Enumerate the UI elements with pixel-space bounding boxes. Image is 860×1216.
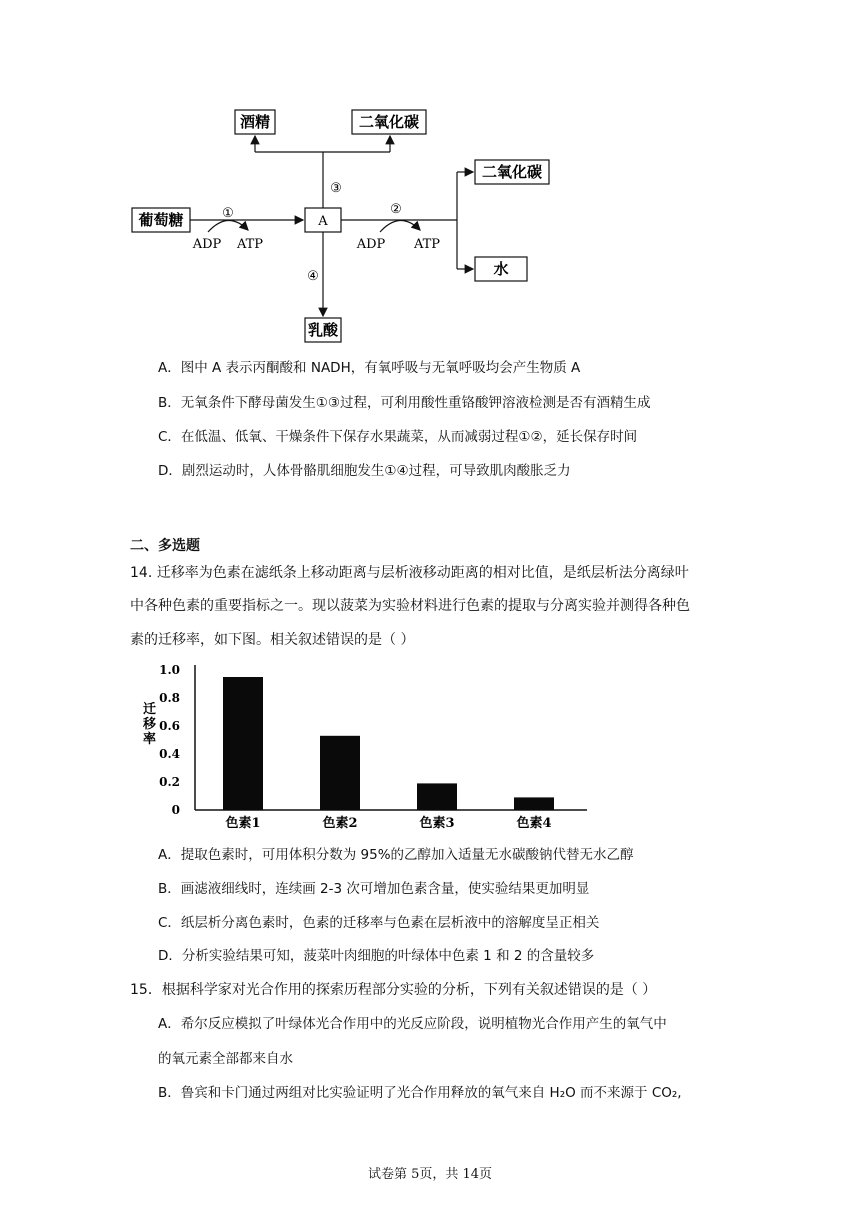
q14-stem-line1: 14. 迁移率为色素在滤纸条上移动距离与层析液移动距离的相对比值，是纸层析法分离绿叶 bbox=[130, 565, 689, 581]
bar-3 bbox=[417, 783, 457, 810]
q13-option-c: C．在低温、低氧、干燥条件下保存水果蔬菜，从而减弱过程①②，延长保存时间 bbox=[158, 429, 638, 445]
q14-stem-line2: 中各种色素的重要指标之一。现以菠菜为实验材料进行色素的提取与分离实验并测得各种色 bbox=[130, 598, 690, 614]
co2-right-label: 二氧化碳 bbox=[481, 163, 543, 181]
q14-option-b: B．画滤液细线时，连续画 2-3 次可增加色素含量，使实验结果更加明显 bbox=[158, 881, 590, 897]
step2-label: ② bbox=[390, 202, 402, 217]
category-label: 色素4 bbox=[516, 816, 552, 831]
y-tick-label: 0.2 bbox=[159, 775, 180, 789]
adp2-label: ADP bbox=[356, 237, 386, 252]
q14-option-c: C．纸层析分离色素时，色素的迁移率与色素在层析液中的溶解度呈正相关 bbox=[158, 915, 600, 931]
y-tick-label: 0.4 bbox=[159, 747, 180, 761]
q13-option-d: D．剧烈运动时，人体骨骼肌细胞发生①④过程，可导致肌肉酸胀乏力 bbox=[158, 463, 571, 479]
section-heading: 二、多选题 bbox=[130, 538, 200, 554]
step1-label: ① bbox=[222, 206, 234, 221]
bar-2 bbox=[320, 736, 360, 810]
glucose-label: 葡萄糖 bbox=[138, 211, 184, 229]
y-axis-label: 迁移率 bbox=[143, 702, 157, 747]
atp1-label: ATP bbox=[236, 237, 264, 252]
alcohol-label: 酒精 bbox=[239, 113, 271, 131]
q14-stem-line3: 素的迁移率，如下图。相关叙述错误的是（ ） bbox=[130, 632, 415, 648]
page-footer: 试卷第 5页，共 14页 bbox=[367, 1167, 493, 1182]
category-label: 色素1 bbox=[225, 816, 261, 831]
q15-stem: 15．根据科学家对光合作用的探索历程部分实验的分析，下列有关叙述错误的是（ ） bbox=[130, 982, 657, 998]
category-label: 色素2 bbox=[322, 816, 358, 831]
y-tick-label: 0 bbox=[171, 803, 180, 817]
y-tick-label: 0.8 bbox=[159, 691, 180, 705]
lactic-label: 乳酸 bbox=[307, 321, 339, 339]
category-label: 色素3 bbox=[419, 816, 455, 831]
migration-rate-chart bbox=[125, 655, 595, 835]
atp2-label: ATP bbox=[413, 237, 441, 252]
step4-label: ④ bbox=[307, 269, 319, 284]
q15-option-a-line2: 的氧元素全部都来自水 bbox=[158, 1051, 293, 1067]
q13-option-a: A．图中 A 表示丙酮酸和 NADH，有氧呼吸与无氧呼吸均会产生物质 A bbox=[158, 360, 581, 376]
y-tick-label: 0.6 bbox=[159, 719, 180, 733]
water-label: 水 bbox=[493, 260, 509, 278]
bar-1 bbox=[223, 677, 263, 810]
co2-top-label: 二氧化碳 bbox=[358, 113, 420, 131]
bar-4 bbox=[514, 797, 554, 810]
q15-option-b: B．鲁宾和卡门通过两组对比实验证明了光合作用释放的氧气来自 H₂O 而不来源于 CO₂, bbox=[158, 1085, 682, 1101]
q14-option-d: D．分析实验结果可知，菠菜叶肉细胞的叶绿体中色素 1 和 2 的含量较多 bbox=[158, 948, 595, 964]
respiration-diagram bbox=[120, 100, 560, 350]
a-label: A bbox=[318, 214, 328, 229]
adp1-label: ADP bbox=[192, 237, 222, 252]
y-tick-label: 1.0 bbox=[159, 663, 180, 677]
step3-label: ③ bbox=[330, 181, 342, 196]
q13-option-b: B．无氧条件下酵母菌发生①③过程，可利用酸性重铬酸钾溶液检测是否有酒精生成 bbox=[158, 395, 651, 411]
q14-option-a: A．提取色素时，可用体积分数为 95%的乙醇加入适量无水碳酸钠代替无水乙醇 bbox=[158, 847, 634, 863]
q15-option-a-line1: A．希尔反应模拟了叶绿体光合作用中的光反应阶段，说明植物光合作用产生的氧气中 bbox=[158, 1016, 667, 1032]
